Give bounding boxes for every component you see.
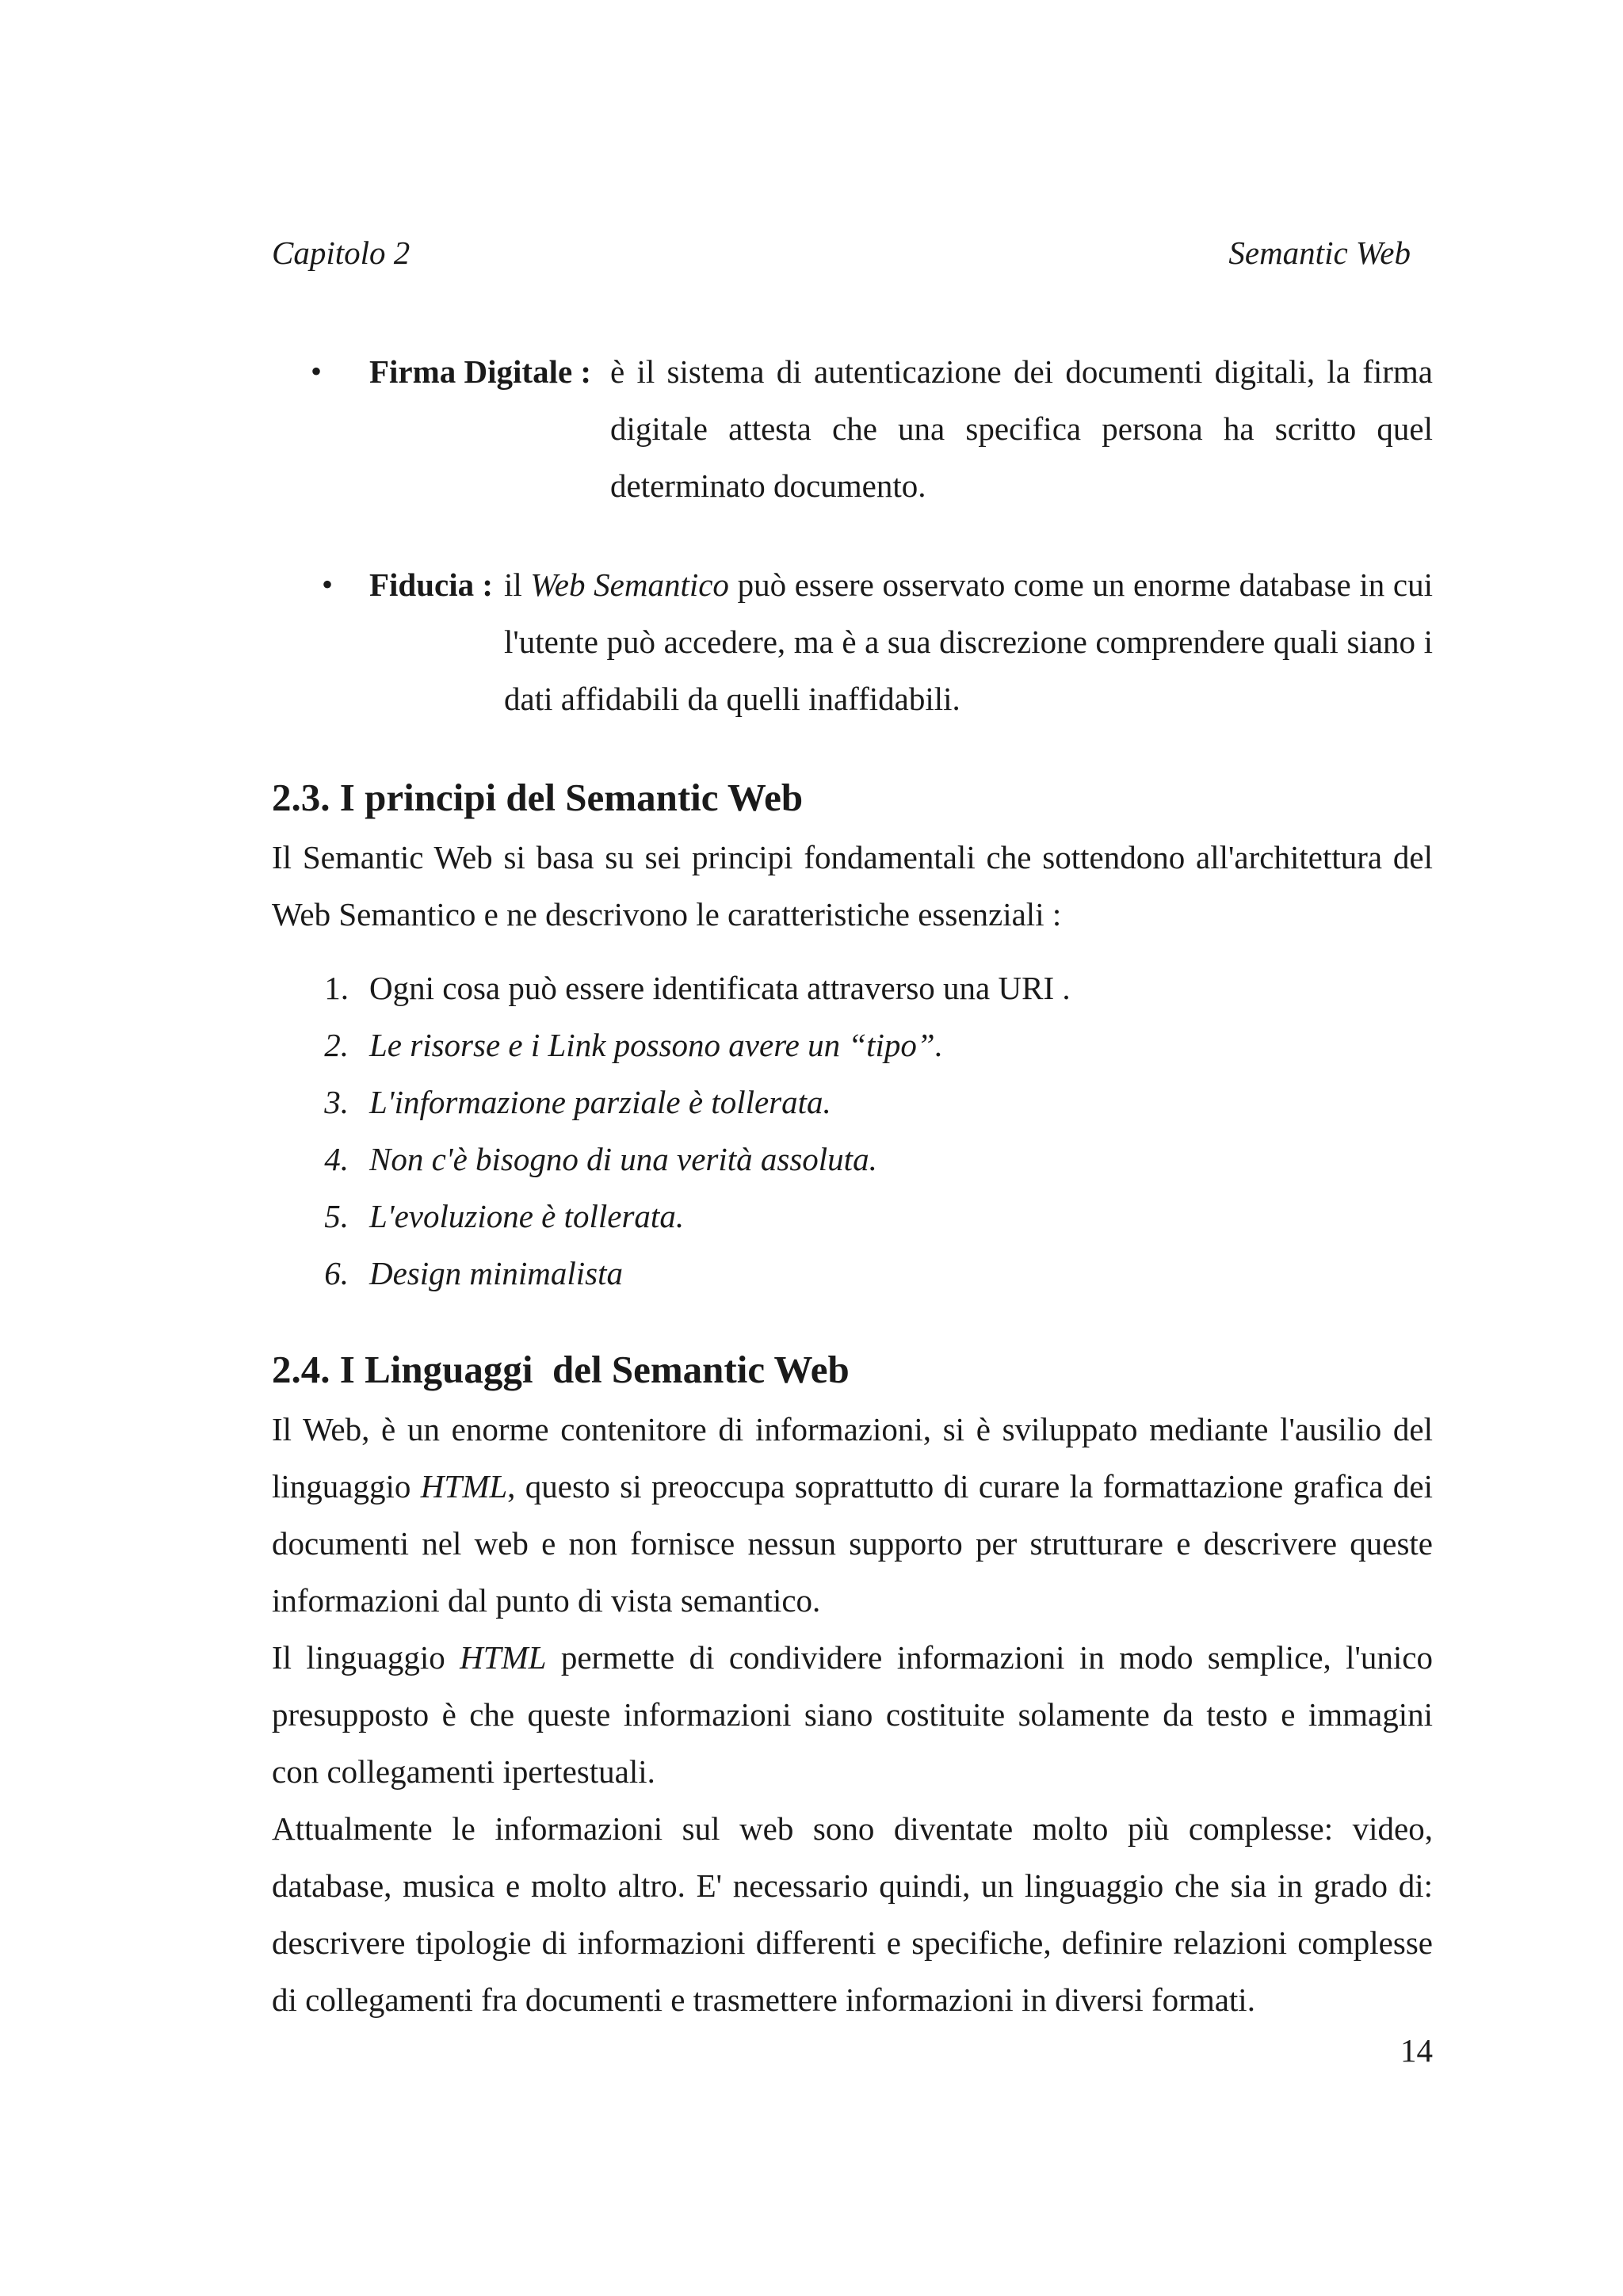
bullet-term-fiducia: Fiducia : (369, 566, 494, 603)
header-chapter: Capitolo 2 (272, 235, 411, 271)
list-item-text: Le risorse e i Link possono avere un “tipo”. (369, 1027, 943, 1063)
list-item-text: L'informazione parziale è tollerata. (369, 1084, 831, 1120)
bullet-dot: • (322, 566, 334, 602)
list-item-text: Ogni cosa può essere identificata attraverso una URI . (369, 970, 1071, 1006)
list-item-number: 2. (324, 1027, 349, 1063)
list-item-number: 1. (324, 970, 349, 1006)
list-item-number: 5. (324, 1198, 349, 1234)
bullet-text-fiducia: il Web Semantico può essere osservato come un enorme database in cui l'utente può accedere, ma è a sua discrezione comprendere quali siano i dati affidabili da quelli inaffidabili. (504, 566, 1433, 717)
list-item-text: L'evoluzione è tollerata. (369, 1198, 685, 1234)
list-item-number: 3. (324, 1084, 349, 1120)
page-number: 14 (1400, 2032, 1433, 2069)
header-title: Semantic Web (1228, 235, 1411, 271)
bullet-text-firma-digitale: è il sistema di autenticazione dei documenti digitali, la firma digitale attesta che una specifica persona ha scritto quel determinato documento. (610, 353, 1433, 504)
section-2-4-paragraph-2: Il linguaggio HTML permette di condividere informazioni in modo semplice, l'unico presupposto è che queste informazioni siano costituite solamente da testo e immagini con collegamenti ipertestuali. (272, 1639, 1433, 1790)
section-2-3-intro: Il Semantic Web si basa su sei principi fondamentali che sottendono all'architettura del Web Semantico e ne descrivono le caratteristiche essenziali : (272, 839, 1433, 933)
list-item-number: 6. (324, 1255, 349, 1291)
section-heading-2-4: 2.4. I Linguaggi del Semantic Web (272, 1348, 850, 1391)
section-2-4-paragraph-3: Attualmente le informazioni sul web sono diventate molto più complesse: video, database, musica e molto altro. E' necessario quindi, un linguaggio che sia in grado di: descrivere tipologie di informazioni differenti e specifiche, definire relazioni complesse di collegamenti fra documenti e trasmettere informazioni in diversi formati. (272, 1810, 1433, 2018)
list-item-text: Design minimalista (369, 1255, 624, 1291)
bullet-term-firma-digitale: Firma Digitale : (369, 353, 592, 390)
list-item-text: Non c'è bisogno di una verità assoluta. (369, 1141, 877, 1177)
bullet-dot: • (311, 353, 323, 389)
section-2-4-paragraph-1: Il Web, è un enorme contenitore di informazioni, si è sviluppato mediante l'ausilio del linguaggio HTML, questo si preoccupa soprattutto di curare la formattazione grafica dei documenti nel web e non fornisce nessun supporto per strutturare e descrivere queste informazioni dal punto di vista semantico. (272, 1411, 1433, 1619)
list-item-number: 4. (324, 1141, 349, 1177)
section-heading-2-3: 2.3. I principi del Semantic Web (272, 776, 804, 819)
